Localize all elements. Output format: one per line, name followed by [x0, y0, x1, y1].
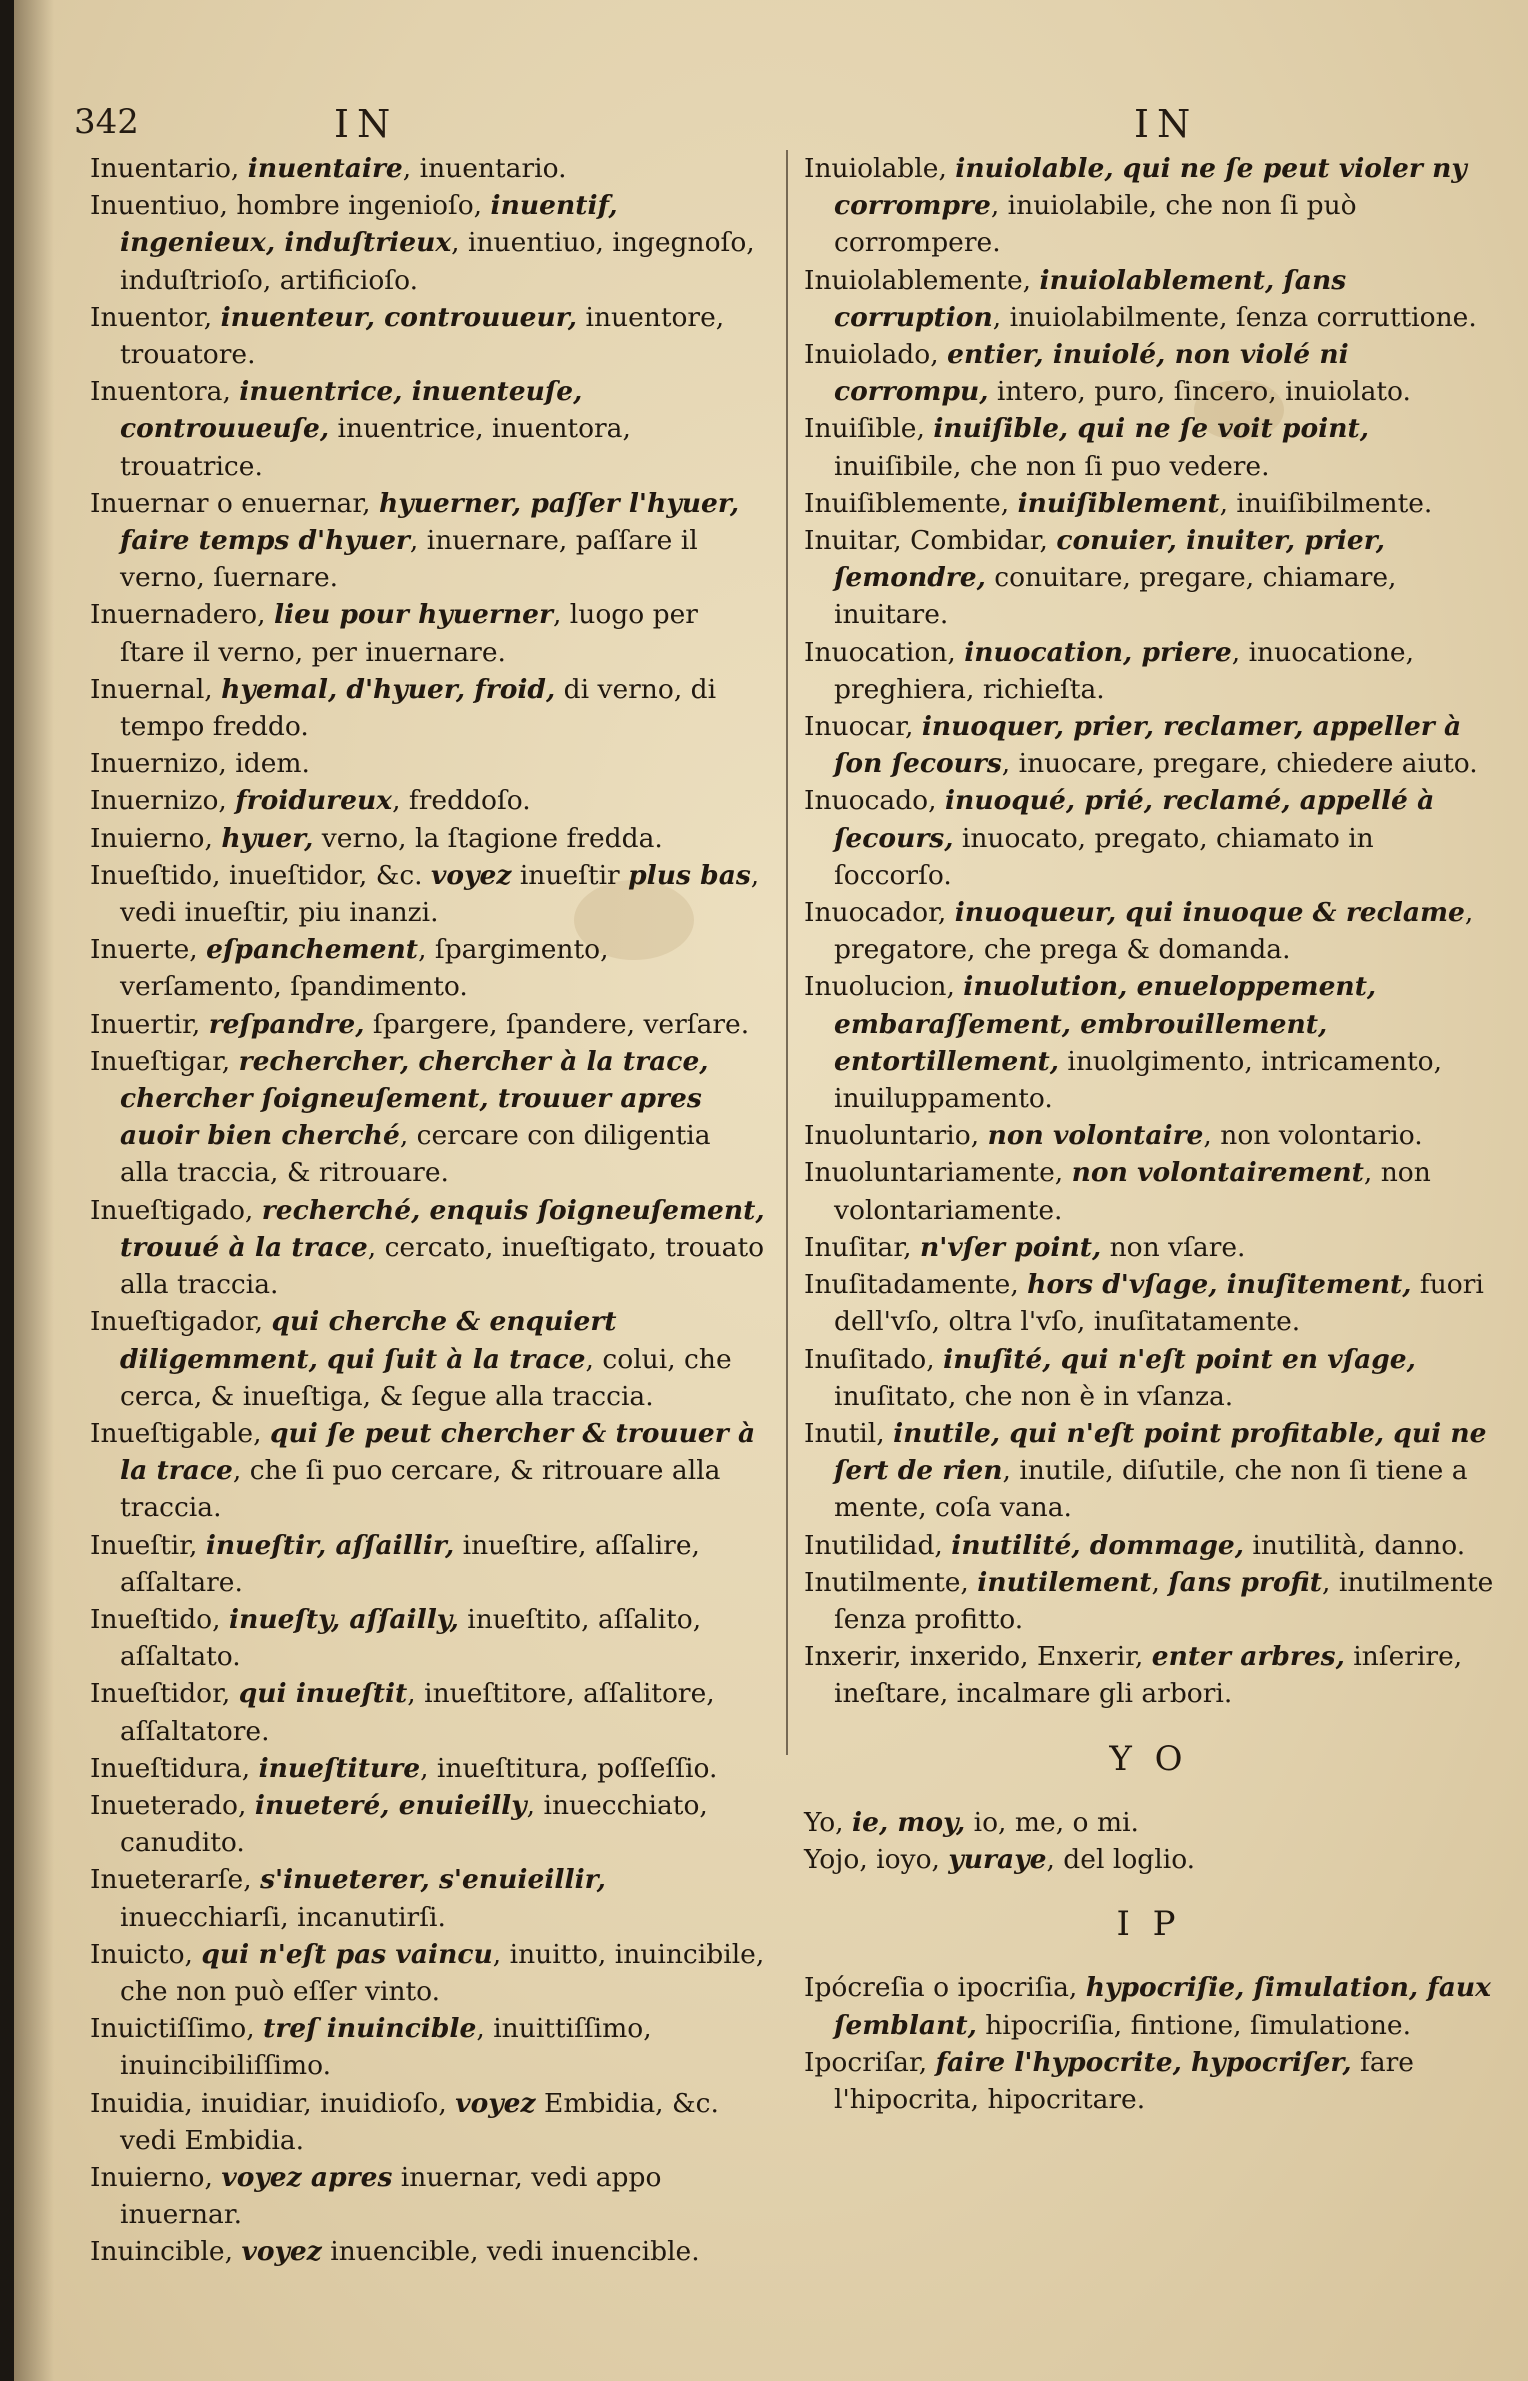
dictionary-entry: [804, 150, 1494, 262]
entry-text: verno, la ſtagione fredda.: [313, 822, 663, 854]
entry-text: , inxerido, Enxerir,: [893, 1641, 1152, 1673]
entry-text: , ſpargimento, verſamento, ſpandimento.: [120, 934, 609, 1003]
dictionary-entry: [90, 1750, 766, 1787]
french-gloss: froidureux: [235, 785, 393, 817]
french-gloss: recherché, enquis ſoigneuſement, trouué à la trace: [120, 1194, 765, 1263]
entry-text: ,: [904, 711, 922, 743]
entry-headword: Ipocriſar: [804, 2046, 919, 2078]
french-gloss: ſans profit: [1168, 1566, 1323, 1598]
dictionary-entry: [90, 150, 766, 187]
french-gloss: inuiſible, qui ne ſe voit point,: [933, 413, 1369, 445]
dictionary-entry: [90, 1861, 766, 1935]
french-gloss: hyemal, d'hyuer, froid,: [221, 673, 556, 705]
french-gloss: treſ inuincible: [263, 2013, 477, 2045]
entry-text: ,: [221, 1678, 239, 1710]
dictionary-entry: [804, 2044, 1494, 2118]
entry-text: ,: [1054, 1157, 1072, 1189]
entry-text: , inuentario.: [402, 153, 567, 184]
entry-text: inuernar, vedi appo inuernar.: [120, 2161, 662, 2231]
entry-text: , Combidar,: [893, 525, 1057, 557]
entry-text: , inuiolabilmente, ſenza corruttione.: [992, 301, 1477, 333]
dictionary-entry: [804, 782, 1494, 894]
entry-text: ,: [947, 636, 965, 668]
entry-text: ,: [244, 1194, 262, 1226]
french-gloss: hyuerner, paſſer l'hyuer, faire temps d'hyuer: [120, 487, 740, 557]
entry-text: conuitare, pregare, chiamare, inuitare.: [834, 562, 1397, 631]
entry-text: , inuitto, inuincibile, che non può eſſer vinto.: [120, 1938, 765, 2007]
dictionary-entry: [804, 1415, 1494, 1527]
left-column: [90, 150, 766, 2271]
dictionary-entry: [90, 1527, 766, 1601]
dictionary-entry: [90, 2233, 766, 2270]
entry-text: ſpargere, ſpandere, verſare.: [364, 1008, 750, 1040]
entry-text: , cercato, inueſtigato, trouato alla traccia.: [120, 1231, 765, 1301]
entry-text: inuiſibile, che non ſi puo vedere.: [834, 450, 1270, 482]
section-heading-ip: I P: [1116, 1904, 1182, 1945]
entry-headword: Inxerir: [804, 1641, 894, 1673]
entry-headword: Inuicto: [90, 1938, 185, 1970]
dictionary-entry: [90, 931, 766, 1005]
dictionary-entry: [804, 522, 1494, 634]
right-column: [804, 150, 1494, 2118]
page-header: [14, 102, 1528, 152]
dictionary-entry: [804, 485, 1494, 522]
entry-headword: Inuiſible: [804, 413, 917, 445]
entry-headword: Inuocation: [804, 636, 948, 668]
entry-text: ,: [903, 1231, 920, 1263]
entry-text: ,: [254, 1306, 272, 1338]
right-column-entries: [804, 150, 1494, 1713]
dictionary-entry: [804, 894, 1494, 968]
entry-text: ,: [224, 2236, 242, 2268]
dictionary-entry: [90, 1675, 766, 1749]
dictionary-entry: [90, 2085, 766, 2159]
entry-text: ,: [203, 301, 221, 333]
french-gloss: entier, inuiolé, non violé ni corrompu,: [834, 339, 1349, 408]
entry-text: , del loglio.: [1046, 1843, 1196, 1875]
french-gloss: voyez: [241, 2236, 322, 2268]
french-gloss: hors d'vſage, inuſitement,: [1027, 1269, 1412, 1301]
entry-headword: Yojo: [804, 1843, 860, 1875]
entry-text: ,: [937, 897, 955, 929]
entry-headword: Inueſtidura: [90, 1752, 242, 1784]
entry-text: , inuocare, pregare, chiedere aiuto.: [1001, 748, 1478, 780]
entry-text: , luogo per ſtare il verno, per inuernare.: [120, 599, 698, 668]
entry-text: , inueſtitura, poſſeſſio.: [420, 1752, 718, 1784]
entry-text: ,: [934, 1529, 952, 1561]
page-gutter-shadow: [14, 0, 54, 2381]
entry-text: io, me, o mi.: [965, 1806, 1139, 1838]
entry-headword: Inuierno: [90, 2161, 205, 2193]
entry-text: , inuernare, paſſare il verno, ſuernare.: [120, 525, 698, 594]
dictionary-entry: [90, 299, 766, 373]
french-gloss: n'vſer point,: [919, 1231, 1102, 1263]
dictionary-entry: [90, 2159, 766, 2233]
entry-headword: Inutil: [804, 1417, 877, 1449]
entry-text: ,: [230, 153, 248, 184]
dictionary-entry: [804, 634, 1494, 708]
entry-headword: Yo: [804, 1806, 836, 1838]
section-yo-entries: [804, 1804, 1494, 1878]
entry-headword: Inuernal: [90, 673, 205, 705]
dictionary-entry: [804, 1154, 1494, 1228]
entry-text: ,: [930, 339, 948, 371]
dictionary-entry: [90, 373, 766, 485]
french-gloss: inuentrice, inuenteuſe, controuueuſe,: [120, 376, 583, 445]
entry-text: inſerire, ineſtare, incalmare gli arbori.: [834, 1641, 1463, 1710]
entry-headword: Inuoluntario: [804, 1120, 971, 1152]
dictionary-entry: [804, 1969, 1494, 2043]
french-gloss: inuiolablement, ſans corruption: [834, 264, 1347, 333]
entry-text: , idem.: [218, 748, 310, 780]
book-page: [14, 0, 1528, 2381]
entry-text: o enuernar,: [208, 487, 379, 519]
entry-headword: Inuentario: [90, 153, 231, 184]
entry-headword: Inuitar: [804, 525, 894, 557]
entry-text: , hombre ingenioſo,: [219, 190, 491, 222]
dictionary-entry: [90, 2010, 766, 2084]
entry-headword: Inuernizo: [90, 748, 219, 780]
entry-text: ,: [218, 785, 236, 817]
entry-headword: Inueſtidor: [90, 1678, 222, 1710]
entry-headword: Inuidia: [90, 2087, 185, 2119]
entry-text: hipocriſia, fintione, ſimulatione.: [976, 2009, 1412, 2041]
entry-headword: Inueſtigador: [90, 1306, 255, 1338]
french-gloss: ie, moy,: [852, 1806, 966, 1838]
entry-text: ,: [204, 2161, 222, 2193]
entry-text: di verno, di tempo freddo.: [120, 673, 717, 743]
dictionary-entry: [90, 1043, 766, 1192]
entry-text: , cercare con diligentia alla traccia, & ritrouare.: [120, 1120, 711, 1189]
entry-text: , inuiſibilmente.: [1219, 487, 1433, 519]
entry-text: ,: [204, 673, 222, 705]
entry-headword: Inuertir: [90, 1008, 192, 1040]
dictionary-entry: [804, 1266, 1494, 1340]
dictionary-entry: [804, 1804, 1494, 1841]
entry-text: fuori dell'vſo, oltra l'vſo, inuſitatamente.: [834, 1269, 1484, 1338]
dictionary-entry: [90, 745, 766, 782]
dictionary-entry: [804, 1527, 1494, 1564]
entry-headword: Inuſitar: [804, 1231, 904, 1263]
entry-headword: Inuentora: [90, 376, 223, 408]
french-gloss: inutile, qui n'eſt point profitable, qui ne ſert de rien: [834, 1417, 1487, 1487]
entry-text: ,: [916, 413, 934, 445]
entry-text: , inuidiar, inuidioſo,: [184, 2087, 456, 2119]
entry-text: , non volontariamente.: [834, 1157, 1431, 1226]
french-gloss: inuiſiblement: [1017, 487, 1220, 519]
entry-text: ,: [189, 934, 207, 966]
french-gloss: inuentaire: [247, 153, 403, 184]
entry-headword: Inueſtido: [90, 859, 213, 891]
entry-headword: Inuernar: [90, 487, 209, 519]
entry-headword: Inuentiuo: [90, 190, 220, 222]
french-gloss: hyuer,: [221, 822, 314, 854]
entry-text: inuolgimento, intricamento, inuiluppamento.: [834, 1045, 1443, 1115]
entry-headword: Inuentor: [90, 301, 204, 333]
french-gloss: voyez: [455, 2087, 536, 2119]
entry-text: ,: [876, 1417, 894, 1449]
entry-text: , colui, che cerca, & inueſtiga, & ſegue alla traccia.: [120, 1343, 732, 1412]
french-gloss: inutilité, dommage,: [951, 1529, 1244, 1561]
entry-headword: Ipócreſia: [804, 1972, 925, 2004]
french-gloss: qui inueſtit: [238, 1678, 408, 1710]
entry-text: ,: [918, 2046, 936, 2078]
french-gloss: inueſtir, aſſaillir,: [205, 1529, 455, 1561]
entry-headword: Inuolucion: [804, 971, 947, 1003]
french-gloss: inuoquer, prier, reclamer, appeller à ſon ſecours: [834, 711, 1462, 780]
entry-text: , inueſtitore, aſſalitore, aſſaltatore.: [120, 1678, 715, 1747]
dictionary-entry: [804, 1341, 1494, 1415]
french-gloss: qui ſe peut chercher & trouuer à la trace: [120, 1417, 756, 1487]
entry-text: ,: [243, 1864, 261, 1896]
entry-headword: Inuiolablemente: [804, 264, 1023, 296]
french-gloss: inuenteur, controuueur,: [220, 301, 578, 333]
dictionary-entry: [90, 857, 766, 931]
dictionary-entry: [90, 1303, 766, 1415]
entry-text: , inuittiſſimo, inuincibiliſſimo.: [120, 2013, 652, 2082]
entry-text: ,: [204, 822, 222, 854]
french-gloss: voyez apres: [221, 2161, 393, 2193]
french-gloss: voyez: [431, 859, 512, 891]
entry-text: ,: [1000, 487, 1018, 519]
entry-text: non vſare.: [1101, 1231, 1246, 1263]
entry-text: ,: [222, 376, 240, 408]
entry-text: ,: [1022, 264, 1040, 296]
french-gloss: inuocation, priere: [964, 636, 1232, 668]
entry-headword: Inutilmente: [804, 1566, 961, 1598]
entry-text: Embidia, &c. vedi Embidia.: [120, 2087, 719, 2156]
dictionary-entry: [804, 1638, 1494, 1712]
entry-text: inutilità, danno.: [1243, 1529, 1466, 1561]
entry-text: ,: [246, 2013, 264, 2045]
entry-headword: Inuſitado: [804, 1343, 927, 1375]
entry-text: inuocato, pregato, chiamato in ſoccorſo.: [834, 822, 1374, 891]
entry-text: ,: [960, 1566, 978, 1598]
entry-text: , inutilmente ſenza profitto.: [834, 1566, 1494, 1635]
french-gloss: inuiolable, qui ne ſe peut violer ny corrompre: [834, 153, 1467, 222]
entry-text: ,: [241, 1752, 259, 1784]
french-gloss: inutilement: [977, 1566, 1152, 1598]
french-gloss: eſpanchement: [206, 934, 419, 966]
french-gloss: reſpandre,: [208, 1008, 365, 1040]
entry-headword: Inutilidad: [804, 1529, 935, 1561]
entry-text: inuentore, trouatore.: [120, 301, 725, 371]
entry-text: ,: [928, 785, 945, 817]
dictionary-entry: [804, 410, 1494, 484]
dictionary-entry: [804, 336, 1494, 410]
french-gloss: non volontaire: [987, 1120, 1204, 1152]
dictionary-entry: [804, 1564, 1494, 1638]
entry-text: ,: [184, 1938, 202, 1970]
entry-text: ,: [221, 1045, 239, 1077]
french-gloss: yuraye: [948, 1843, 1047, 1875]
entry-text: ,: [835, 1806, 853, 1838]
entry-text: , inuecchiato, canudito.: [120, 1789, 708, 1859]
entry-text: ,: [1010, 1269, 1028, 1301]
dictionary-entry: [90, 187, 766, 299]
dictionary-entry: [804, 968, 1494, 1117]
french-gloss: conuier, inuiter, prier, ſemondre,: [834, 525, 1386, 594]
entry-text: , non volontario.: [1203, 1120, 1423, 1152]
dictionary-entry: [90, 485, 766, 597]
french-gloss: inuolution, enueloppement, embaraſſement, embrouillement, entortillement,: [834, 971, 1377, 1077]
entry-text: o ipocriſia,: [924, 1972, 1086, 2004]
entry-headword: Inuernadero: [90, 599, 258, 631]
entry-headword: Inuocado: [804, 785, 929, 817]
entry-headword: Inueſtigable: [90, 1417, 254, 1449]
entry-headword: Inuiolable: [804, 153, 939, 184]
entry-text: , inuentiuo, ingegnoſo, induſtrioſo, artificioſo.: [120, 227, 755, 296]
dictionary-entry: [90, 1192, 766, 1304]
french-gloss: inueſty, aſſailly,: [229, 1603, 459, 1635]
entry-text: ,: [212, 1603, 229, 1635]
running-head-right: IN: [1134, 102, 1199, 146]
entry-text: ,: [238, 1789, 255, 1821]
french-gloss: hypocriſie, ſimulation, faux ſemblant,: [834, 1972, 1491, 2041]
entry-headword: Inuictiſſimo: [90, 2013, 247, 2045]
entry-text: intero, puro, ſincero, inuiolato.: [988, 376, 1411, 408]
french-gloss: inuſité, qui n'eſt point en vſage,: [943, 1343, 1416, 1375]
dictionary-entry: [804, 708, 1494, 782]
french-gloss: s'inueterer, s'enuieillir,: [260, 1864, 606, 1896]
dictionary-entry: [90, 1936, 766, 2010]
entry-headword: Inueſtigado: [90, 1194, 245, 1226]
dictionary-entry: [90, 596, 766, 670]
french-gloss: inueſtiture: [258, 1752, 421, 1784]
entry-headword: Inuocador: [804, 897, 938, 929]
dictionary-entry: [804, 1841, 1494, 1878]
dictionary-entry: [90, 671, 766, 745]
column-divider: [786, 150, 788, 1755]
entry-text: ,: [191, 1008, 209, 1040]
entry-text: inuecchiarſi, incanutirſi.: [120, 1901, 446, 1933]
entry-headword: Inueterado: [90, 1789, 239, 1821]
entry-headword: Inuiſiblemente: [804, 487, 1001, 519]
entry-text: , inuiolabile, che non ſi può corrompere.: [834, 190, 1357, 259]
entry-text: , inuocatione, preghiera, richieſta.: [834, 636, 1415, 705]
entry-headword: Inueterarſe: [90, 1864, 244, 1896]
entry-headword: Inuiolado: [804, 339, 931, 371]
entry-text: , freddoſo.: [392, 785, 531, 817]
french-gloss: qui cherche & enquiert diligemment, qui ſuit à la trace: [120, 1306, 617, 1375]
entry-text: inueſtito, aſſalito, aſſaltato.: [120, 1603, 702, 1673]
section-heading-yo: Y O: [1109, 1738, 1189, 1779]
dictionary-entry: [90, 1415, 766, 1527]
entry-text: ,: [1151, 1566, 1169, 1598]
entry-text: , pregatore, che prega & domanda.: [834, 897, 1474, 966]
entry-text: ,: [946, 971, 964, 1003]
entry-headword: Inuſitadamente: [804, 1269, 1011, 1301]
entry-headword: Inueſtigar: [90, 1045, 222, 1077]
dictionary-entry: [90, 1601, 766, 1675]
entry-headword: Inuerte: [90, 934, 190, 966]
entry-headword: Inueſtido: [90, 1603, 213, 1635]
entry-text: inuentrice, inuentora, trouatrice.: [120, 413, 631, 482]
dictionary-entry: [804, 1117, 1494, 1154]
entry-text: , che ſi puo cercare, & ritrouare alla traccia.: [120, 1455, 721, 1524]
entry-headword: Inuocar: [804, 711, 905, 743]
french-gloss: enter arbres,: [1151, 1641, 1345, 1673]
entry-text: ,: [970, 1120, 988, 1152]
entry-headword: Inuierno: [90, 822, 205, 854]
entry-text: ,: [257, 599, 274, 631]
entry-text: inuſitato, che non è in vſanza.: [834, 1380, 1234, 1412]
page-number: 342: [74, 102, 139, 142]
french-gloss: inuentif, ingenieux, induſtrieux: [120, 190, 618, 259]
french-gloss: plus bas: [628, 859, 751, 891]
entry-text: , ioyo,: [859, 1843, 949, 1875]
french-gloss: lieu pour hyuerner: [273, 599, 553, 631]
entry-headword: Inuoluntariamente: [804, 1157, 1055, 1189]
entry-text: ,: [188, 1529, 206, 1561]
entry-headword: Inuincible: [90, 2236, 225, 2268]
entry-text: fare l'hipocrita, hipocritare.: [834, 2046, 1414, 2115]
entry-text: , inutile, diſutile, che non ſi tiene a mente, coſa vana.: [834, 1455, 1468, 1524]
french-gloss: faire l'hypocrite, hypocriſer,: [935, 2046, 1352, 2078]
entry-text: , vedi inueſtir, piu inanzi.: [120, 859, 760, 929]
dictionary-entry: [90, 782, 766, 819]
french-gloss: inueteré, enuieilly: [254, 1789, 527, 1821]
dictionary-entry: [804, 1229, 1494, 1266]
entry-headword: Inuernizo: [90, 785, 219, 817]
french-gloss: non volontairement: [1071, 1157, 1364, 1189]
french-gloss: rechercher, chercher à la trace, chercher ſoigneuſement, trouuer apres auoir bien cherché: [120, 1045, 709, 1152]
dictionary-entry: [90, 1006, 766, 1043]
dictionary-entry: [90, 1787, 766, 1861]
entry-text: inueſtir: [511, 859, 629, 891]
running-head-left: IN: [334, 102, 399, 146]
entry-text: inueſtire, aſſalire, aſſaltare.: [120, 1529, 700, 1598]
entry-headword: Inueſtir: [90, 1529, 189, 1561]
dictionary-entry: [90, 820, 766, 857]
entry-text: ,: [938, 153, 956, 184]
french-gloss: inuoqué, prié, reclamé, appellé à ſecours,: [834, 785, 1435, 854]
entry-text: , inueſtidor, &c.: [212, 859, 432, 891]
entry-text: ,: [926, 1343, 944, 1375]
entry-text: ,: [253, 1417, 270, 1449]
french-gloss: qui n'eſt pas vaincu: [201, 1938, 493, 1970]
section-ip-entries: [804, 1969, 1494, 2118]
entry-text: inuencible, vedi inuencible.: [321, 2236, 700, 2268]
french-gloss: inuoqueur, qui inuoque & reclame: [954, 897, 1465, 929]
dictionary-entry: [804, 262, 1494, 336]
